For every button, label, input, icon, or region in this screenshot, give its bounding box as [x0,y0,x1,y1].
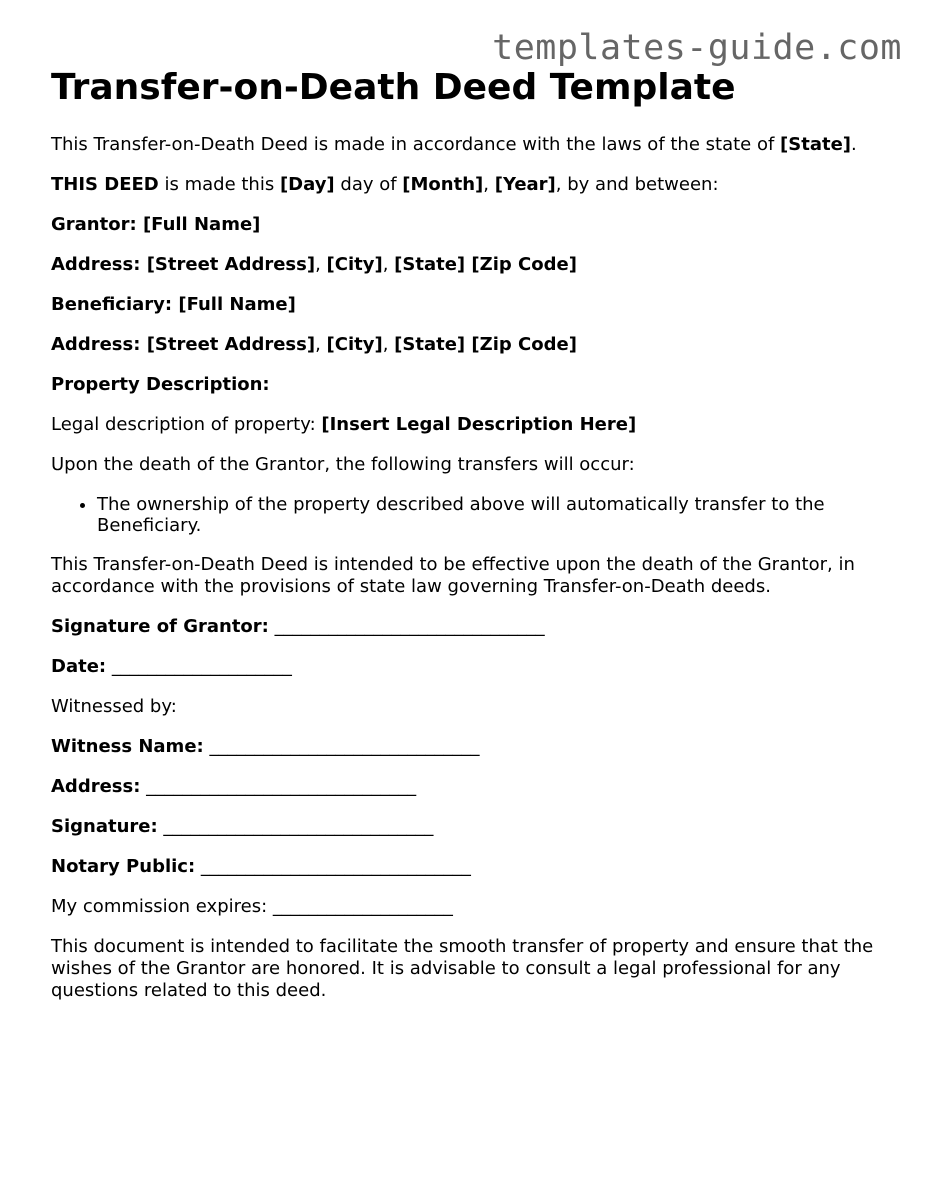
legal-description-placeholder: [Insert Legal Description Here] [321,414,637,435]
grantor-state-zip-placeholder: [State] [Zip Code] [394,254,577,275]
grantor-signature-line [51,616,881,638]
property-heading-text: Property Description: [51,374,270,395]
grantor-label: Grantor: [51,214,137,235]
date-blank[interactable]: ____________________ [106,656,292,677]
deed-date-line [51,174,881,196]
witness-address-blank[interactable]: ______________________________ [140,776,417,797]
commission-line [51,896,881,918]
property-heading [51,374,881,396]
day-placeholder: [Day] [279,174,335,195]
deed-text-3: , [483,174,495,195]
comma: , [315,334,327,355]
intro-text: This Transfer-on-Death Deed is made in accordance with the laws of the state of [51,134,781,155]
grantor-name-placeholder: [Full Name] [136,214,261,235]
witness-address-line [51,776,881,798]
beneficiary-state-zip-placeholder: [State] [Zip Code] [394,334,577,355]
comma: , [382,254,395,275]
document-page [51,63,881,1002]
page-title: Transfer-on-Death Deed Template [51,67,736,108]
notary-blank[interactable]: ______________________________ [195,856,471,877]
transfers-intro: Upon the death of the Grantor, the following transfers will occur: [51,454,635,475]
transfers-list [51,494,881,536]
beneficiary-street-placeholder: [Street Address] [140,334,316,355]
this-deed-label: THIS DEED [51,174,159,195]
month-placeholder: [Month] [402,174,484,195]
beneficiary-address-line [51,334,881,356]
state-placeholder: [State] [780,134,852,155]
date-label: Date: [51,656,107,677]
grantor-address-label: Address: [51,254,141,275]
beneficiary-label: Beneficiary: [51,294,173,315]
intro-paragraph [51,134,881,156]
date-line [51,656,881,678]
witness-address-label: Address: [51,776,141,797]
grantor-street-placeholder: [Street Address] [140,254,316,275]
notary-line [51,856,881,878]
site-watermark: templates-guide.com [492,28,902,68]
grantor-city-placeholder: [City] [326,254,383,275]
legal-description-label: Legal description of property: [51,414,322,435]
notary-label: Notary Public: [51,856,196,877]
commission-blank[interactable]: ____________________ [272,896,453,917]
witness-signature-line [51,816,881,838]
witnessed-by: Witnessed by: [51,696,177,717]
witness-name-line [51,736,881,758]
comma: , [315,254,327,275]
grantor-signature-label: Signature of Grantor: [51,616,269,637]
list-item: • The ownership of the property described above will automatically transfer to the Beneficiary. [97,494,881,536]
grantor-signature-blank[interactable]: ______________________________ [268,616,545,637]
grantor-line [51,214,881,236]
witness-signature-blank[interactable]: ______________________________ [157,816,434,837]
closing-paragraph: This document is intended to facilitate the smooth transfer of property and ensure that the wishes of the Grantor are honored. It is advisable to consult a legal professional for any questions related to this deed. [51,936,874,1001]
grantor-address-line [51,254,881,276]
beneficiary-line [51,294,881,316]
beneficiary-city-placeholder: [City] [326,334,383,355]
year-placeholder: [Year] [494,174,556,195]
witness-name-blank[interactable]: ______________________________ [203,736,480,757]
beneficiary-address-label: Address: [51,334,141,355]
legal-description-line [51,414,881,436]
effective-paragraph: This Transfer-on-Death Deed is intended to be effective upon the death of the Grantor, in accordance with the provisions of state law governing Transfer-on-Death deeds. [51,554,855,597]
deed-text-2: day of [334,174,403,195]
comma: , [382,334,395,355]
intro-period: . [851,134,857,155]
witness-name-label: Witness Name: [51,736,204,757]
deed-text-4: , by and between: [555,174,719,195]
commission-label: My commission expires: [51,896,273,917]
witness-signature-label: Signature: [51,816,158,837]
deed-text-1: is made this [158,174,280,195]
beneficiary-name-placeholder: [Full Name] [172,294,296,315]
